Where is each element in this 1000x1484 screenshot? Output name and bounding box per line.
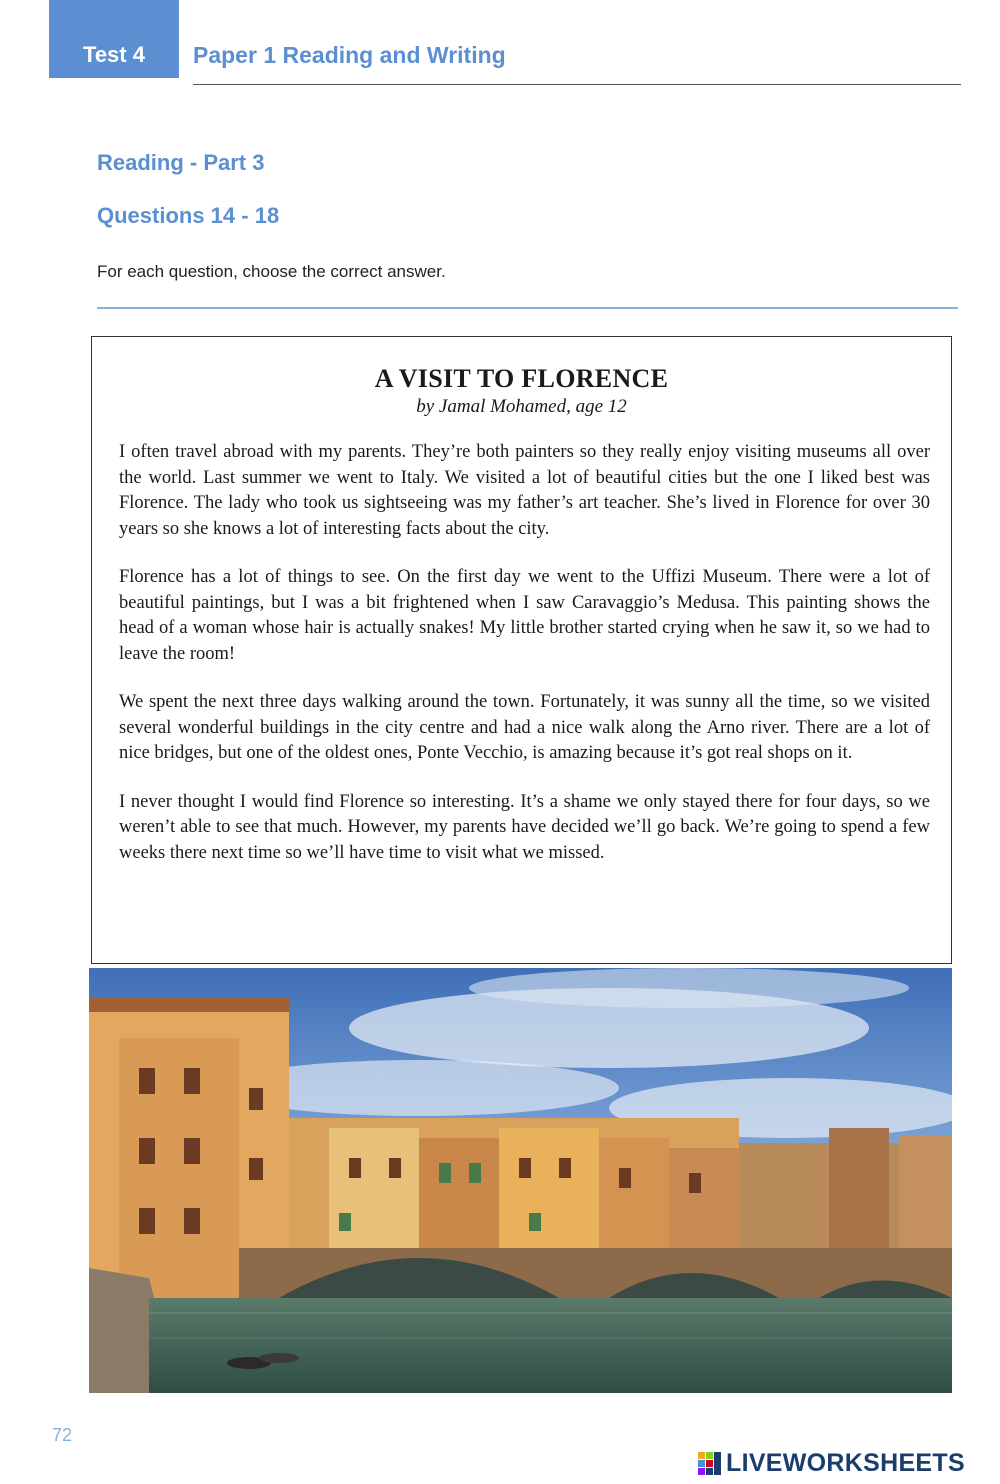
section-title: Reading - Part 3: [97, 150, 265, 175]
questions-title: Questions 14 - 18: [97, 203, 280, 228]
article-title: A VISIT TO FLORENCE: [374, 364, 669, 393]
article-paragraph: I never thought I would find Florence so interesting. It’s a shame we only stayed there for four days, so we weren’t able to see that much. However, my parents have decided we’ll go back. We’re going to spend a few weeks there next time so we’ll have time to visit what we missed.: [119, 791, 930, 863]
header-divider: [193, 84, 961, 85]
liveworksheets-icon: [698, 1452, 722, 1476]
page-number: 72: [52, 1425, 73, 1445]
brand-name: LIVEWORKSHEETS: [726, 1449, 965, 1477]
test-tab: [49, 0, 179, 78]
test-label: Test 4: [83, 42, 145, 67]
article-paragraph: Florence has a lot of things to see. On the first day we went to the Uffizi Museum. There were a lot of beautiful paintings, but I was a bit frightened when I saw Caravaggio’s Medusa. This painting shows the head of a woman whose hair is actually snakes! My little brother started crying when he saw it, so we had to leave the room!: [119, 567, 930, 664]
article-paragraph: We spent the next three days walking around the town. Fortunately, it was sunny all the time, so we visited several wonderful buildings in the city centre and had a nice walk along the Arno river. There are a lot of nice bridges, but one of the oldest ones, Ponte Vecchio, is amazing because it’s got real shops on it.: [119, 692, 930, 763]
article-body: [92, 440, 951, 866]
ponte-vecchio-photo: [89, 968, 952, 1393]
article-paragraph: I often travel abroad with my parents. They’re both painters so they really enjoy visiting museums all over the world. Last summer we went to Italy. We visited a lot of beautiful cities but the one I liked best was Florence. The lady who took us sightseeing was my father’s art teacher. She’s lived in Florence for over 30 years so she knows a lot of interesting facts about the city.: [119, 442, 930, 539]
article-box: [91, 336, 952, 964]
paper-title: Paper 1 Reading and Writing: [193, 42, 506, 68]
instructions-divider: [97, 307, 958, 309]
liveworksheets-logo[interactable]: [698, 1449, 965, 1478]
instructions: For each question, choose the correct answer.: [97, 262, 446, 281]
article-byline: by Jamal Mohamed, age 12: [416, 396, 627, 417]
